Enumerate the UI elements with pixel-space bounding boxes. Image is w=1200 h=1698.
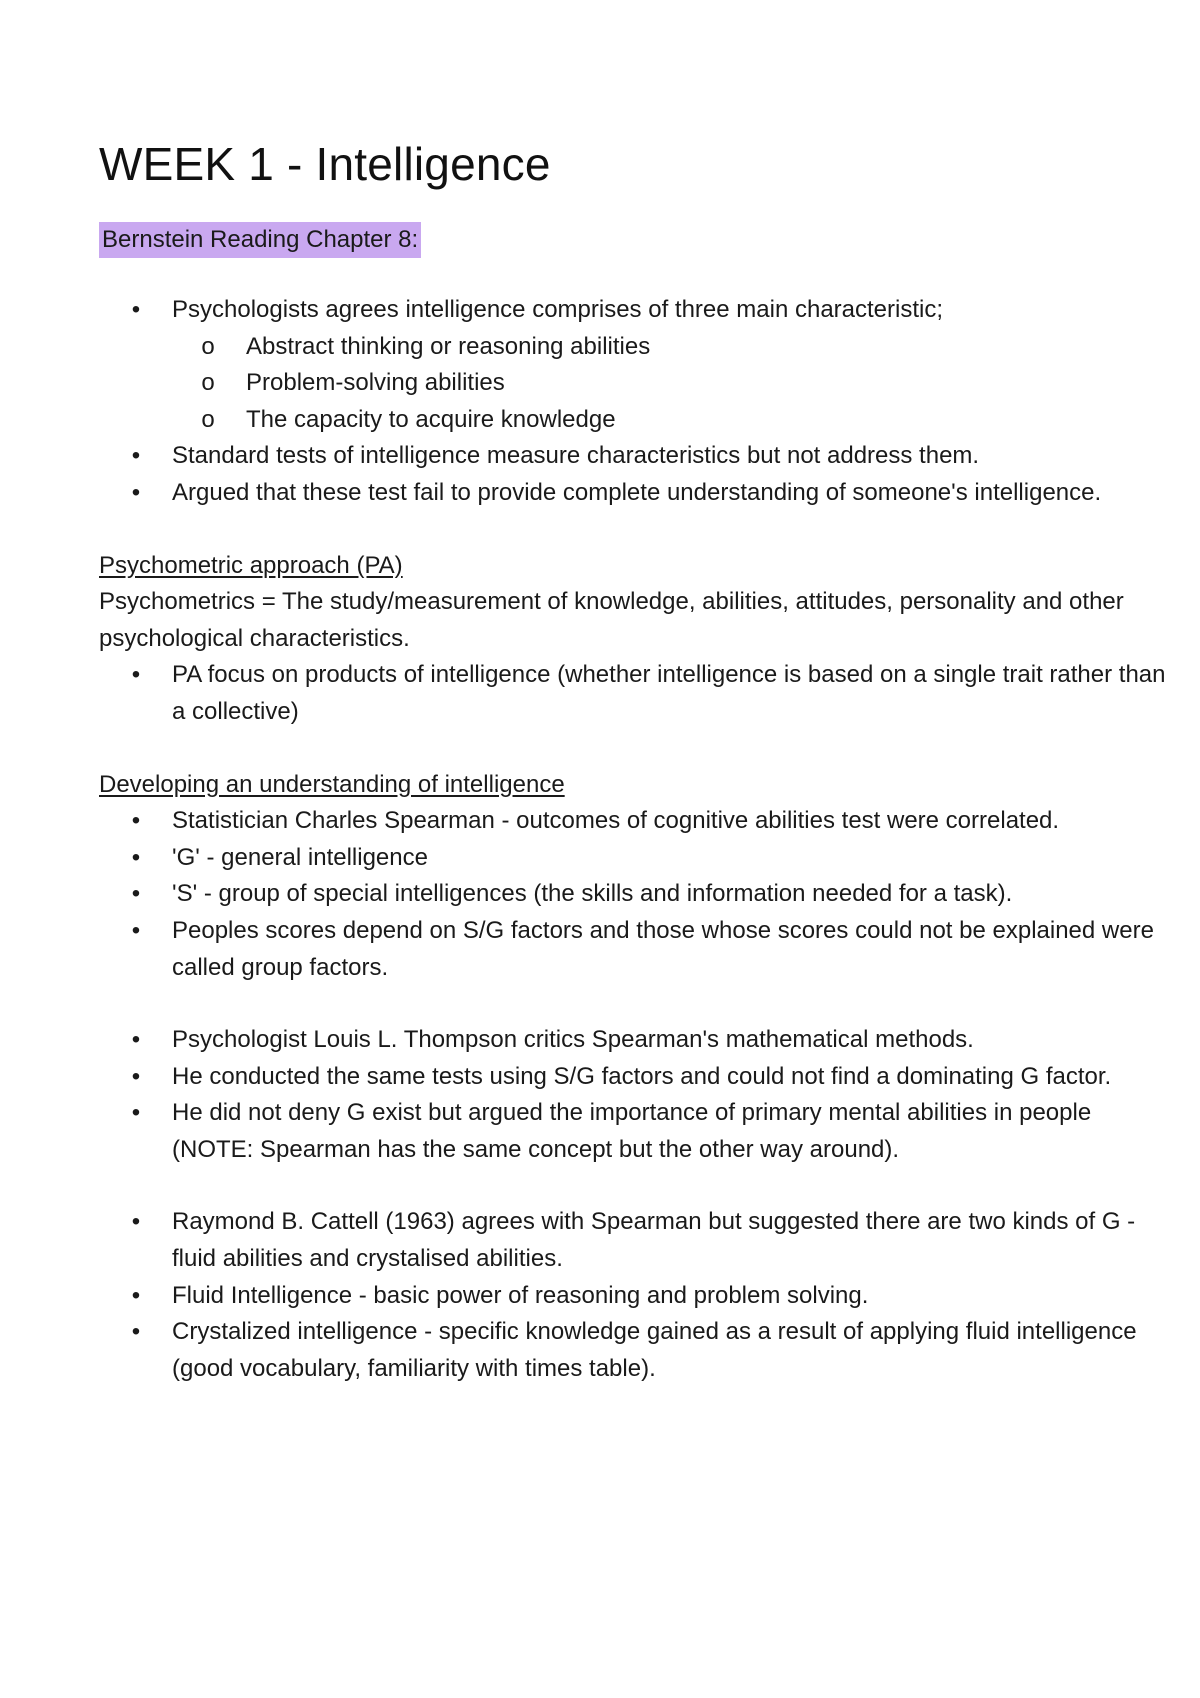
bullet-icon: • (131, 1099, 141, 1127)
bullet-icon: • (131, 1318, 141, 1346)
list-item-text: Argued that these test fail to provide complete understanding of someone's intelligence. (172, 478, 1102, 506)
list-item-text: Psychologist Louis L. Thompson critics Spearman's mathematical methods. (172, 1026, 974, 1054)
bullet-icon: • (131, 661, 141, 689)
list-item-text: Psychologists agrees intelligence comprises of three main characteristic; (172, 296, 944, 323)
bullet-icon: • (131, 1208, 141, 1236)
list-item (99, 1314, 1169, 1387)
list-item-text: Statistician Charles Spearman - outcomes of cognitive abilities test were correlated. (172, 807, 1060, 835)
list-item (99, 1059, 1169, 1096)
bullet-icon: • (131, 843, 141, 871)
bullet-icon: • (131, 296, 141, 323)
list-item (99, 475, 1169, 512)
bullet-icon: • (131, 478, 141, 506)
bullet-icon: • (131, 916, 141, 944)
document-content (99, 130, 1169, 1387)
sub-list-item (99, 365, 1169, 402)
list-item (99, 657, 1169, 730)
highlighted-reading-label: Bernstein Reading Chapter 8: (99, 222, 421, 258)
bullet-icon: • (131, 1062, 141, 1090)
sub-list-item (99, 329, 1169, 366)
sub-list-item (99, 402, 1169, 439)
bullet-icon: • (131, 807, 141, 835)
reading-bullet-list (99, 292, 1169, 329)
psychometrics-definition: Psychometrics = The study/measurement of knowledge, abilities, attitudes, personality and other psychological characteristics. (99, 588, 1124, 652)
circle-bullet-icon: o (201, 332, 215, 360)
list-item (99, 803, 1169, 840)
bullet-icon: • (131, 442, 141, 470)
page-title: WEEK 1 - Intelligence (99, 138, 551, 190)
list-item (99, 292, 1169, 329)
psychometric-bullet-list (99, 657, 1169, 730)
list-item-text: 'S' - group of special intelligences (the skills and information needed for a task). (172, 880, 1013, 908)
list-item (99, 1278, 1169, 1315)
circle-bullet-icon: o (201, 405, 215, 433)
list-item-text: Crystalized intelligence - specific knowledge gained as a result of applying fluid intelligence (good vocabulary, familiarity with times table). (172, 1318, 1137, 1382)
list-item (99, 913, 1169, 986)
list-item (99, 438, 1169, 475)
list-item-text: He conducted the same tests using S/G factors and could not find a dominating G factor. (172, 1062, 1112, 1090)
spearman-bullet-list (99, 803, 1169, 986)
bullet-icon: • (131, 1281, 141, 1309)
sub-list-item-text: The capacity to acquire knowledge (246, 405, 616, 433)
cattell-bullet-list (99, 1204, 1169, 1387)
reading-bullet-list-continued (99, 438, 1169, 511)
list-item-text: Fluid Intelligence - basic power of reasoning and problem solving. (172, 1281, 869, 1309)
list-item-text: Raymond B. Cattell (1963) agrees with Spearman but suggested there are two kinds of G - fluid abilities and crystalised abilities. (172, 1208, 1136, 1273)
section-heading-psychometric: Psychometric approach (PA) (99, 551, 403, 579)
characteristics-sub-list (99, 329, 1169, 439)
circle-bullet-icon: o (201, 369, 215, 397)
list-item-text: Peoples scores depend on S/G factors and those whose scores could not be explained were called group factors. (172, 916, 1154, 981)
sub-list-item-text: Abstract thinking or reasoning abilities (246, 332, 651, 360)
sub-list-item-text: Problem-solving abilities (246, 369, 505, 397)
list-item (99, 1204, 1169, 1277)
list-item-text: Standard tests of intelligence measure characteristics but not address them. (172, 442, 980, 470)
list-item-text: 'G' - general intelligence (172, 843, 428, 871)
list-item (99, 1095, 1169, 1168)
list-item-text: He did not deny G exist but argued the importance of primary mental abilities in people (NOTE: Spearman has the same concept but the other way around). (172, 1099, 1092, 1163)
list-item-text: PA focus on products of intelligence (whether intelligence is based on a single trait rather than a collective) (172, 661, 1166, 725)
list-item (99, 1022, 1169, 1059)
bullet-icon: • (131, 1026, 141, 1054)
list-item (99, 840, 1169, 877)
list-item (99, 876, 1169, 913)
bullet-icon: • (131, 880, 141, 908)
section-heading-developing: Developing an understanding of intelligence (99, 770, 565, 798)
thompson-bullet-list (99, 1022, 1169, 1168)
